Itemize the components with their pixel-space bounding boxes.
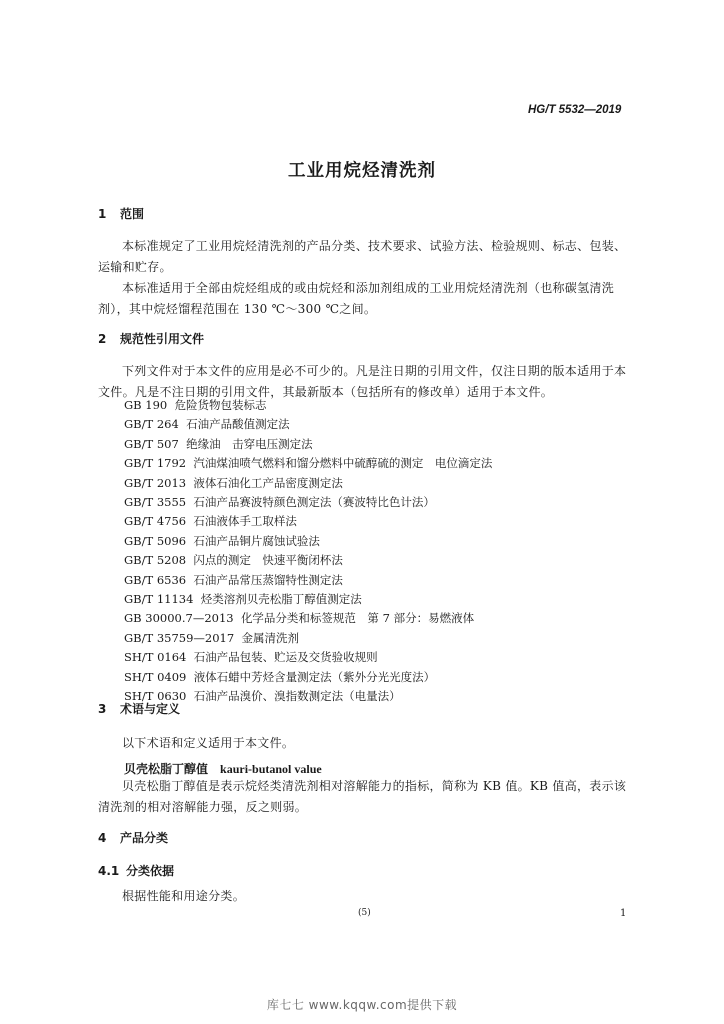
section-title: 范围 [120,207,145,221]
reference-item [124,493,492,512]
reference-title: 液体石蜡中芳烃含量测定法（紫外分光光度法） [193,669,436,684]
reference-title: 化学品分类和标签规范 第 7 部分：易燃液体 [240,611,475,626]
section-title: 规范性引用文件 [120,332,205,346]
section-1-heading [98,205,144,222]
reference-code: GB/T 1792 [124,456,187,471]
term-definition: 贝壳松脂丁醇值是表示烷烃类清洗剂相对溶解能力的指标，简称为 KB 值。KB 值高，表示该清洗剂的相对溶解能力强，反之则弱。 [98,779,627,814]
reference-title: 烃类溶剂贝壳松脂丁醇值测定法 [200,592,362,607]
section-2-heading [98,330,204,347]
reference-item [124,590,492,609]
reference-code: GB/T 4756 [124,514,187,529]
reference-title: 石油产品包装、贮运及交货验收规则 [193,650,378,665]
reference-code: GB/T 5096 [124,533,187,548]
reference-item [124,474,492,493]
section-title: 分类依据 [126,864,175,878]
section-title: 术语与定义 [120,702,181,716]
reference-item [124,648,492,667]
term-chinese: 贝壳松脂丁醇值 [124,762,209,776]
reference-item [124,454,492,473]
reference-title: 液体石油化工产品密度测定法 [193,475,343,490]
page-number: 1 [620,908,627,919]
document-title: 工业用烷烃清洗剂 [288,161,436,181]
section-number: 3 [98,702,107,716]
scope-paragraph-1: 本标准规定了工业用烷烃清洗剂的产品分类、技术要求、试验方法、检验规则、标志、包装、运输和贮存。 [98,239,627,274]
terms-intro: 以下术语和定义适用于本文件。 [122,736,295,750]
reference-item [124,629,492,648]
section-number: 1 [98,207,107,221]
section-number: 4 [98,831,107,845]
reference-item [124,551,492,570]
reference-title: 石油产品溴价、溴指数测定法（电量法） [193,689,401,704]
reference-title: 危险货物包装标志 [174,398,267,412]
download-watermark: 库七七 www.kqqw.com提供下载 [266,998,458,1012]
reference-item [124,435,492,454]
references-intro: 下列文件对于本文件的应用是必不可少的。凡是注日期的引用文件，仅注日期的版本适用于本文件。凡是不注日期的引用文件，其最新版本（包括所有的修改单）适用于本文件。 [98,364,627,399]
reference-item [124,532,492,551]
section-number: 4.1 [98,864,120,878]
reference-title: 石油产品常压蒸馏特性测定法 [193,572,343,587]
term-heading [124,760,322,777]
reference-item [124,415,492,434]
reference-item [124,668,492,687]
reference-code: GB/T 264 [124,417,179,432]
reference-title: 石油液体手工取样法 [193,514,297,529]
reference-code: SH/T 0630 [124,689,187,704]
term-english: kauri-butanol value [220,762,322,776]
section-title: 产品分类 [120,831,169,845]
reference-title: 石油产品酸值测定法 [186,417,290,432]
reference-item [124,571,492,590]
reference-code: GB/T 507 [124,436,179,451]
reference-code: GB/T 6536 [124,572,187,587]
section-3-heading [98,700,180,717]
reference-item [124,609,492,628]
reference-code: GB 190 [124,398,168,412]
reference-code: GB/T 35759—2017 [124,630,235,645]
section-4-1-heading [98,862,174,879]
page-marker: (5) [358,908,371,918]
reference-item [124,512,492,531]
reference-code: GB/T 3555 [124,495,187,510]
reference-title: 汽油煤油喷气燃料和馏分燃料中硫醇硫的测定 电位滴定法 [193,456,493,471]
classification-basis: 根据性能和用途分类。 [122,889,246,903]
reference-item [124,396,492,415]
reference-code: SH/T 0164 [124,650,187,665]
reference-title: 闪点的测定 快速平衡闭杯法 [193,553,343,568]
standard-code: HG/T 5532—2019 [528,104,622,116]
reference-title: 绝缘油 击穿电压测定法 [186,436,313,451]
section-number: 2 [98,332,107,346]
reference-code: SH/T 0409 [124,669,187,684]
section-4-heading [98,829,168,846]
reference-code: GB/T 5208 [124,553,187,568]
reference-list [124,396,492,707]
reference-title: 石油产品铜片腐蚀试验法 [193,533,320,548]
reference-code: GB/T 11134 [124,592,194,607]
reference-title: 金属清洗剂 [241,630,300,645]
reference-code: GB 30000.7—2013 [124,611,234,626]
reference-code: GB/T 2013 [124,475,187,490]
scope-paragraph-2: 本标准适用于全部由烷烃组成的或由烷烃和添加剂组成的工业用烷烃清洗剂（也称碳氢清洗剂），其中烷烃馏程范围在 130 ℃～300 ℃之间。 [98,281,615,316]
reference-title: 石油产品赛波特颜色测定法（赛波特比色计法） [193,495,435,510]
